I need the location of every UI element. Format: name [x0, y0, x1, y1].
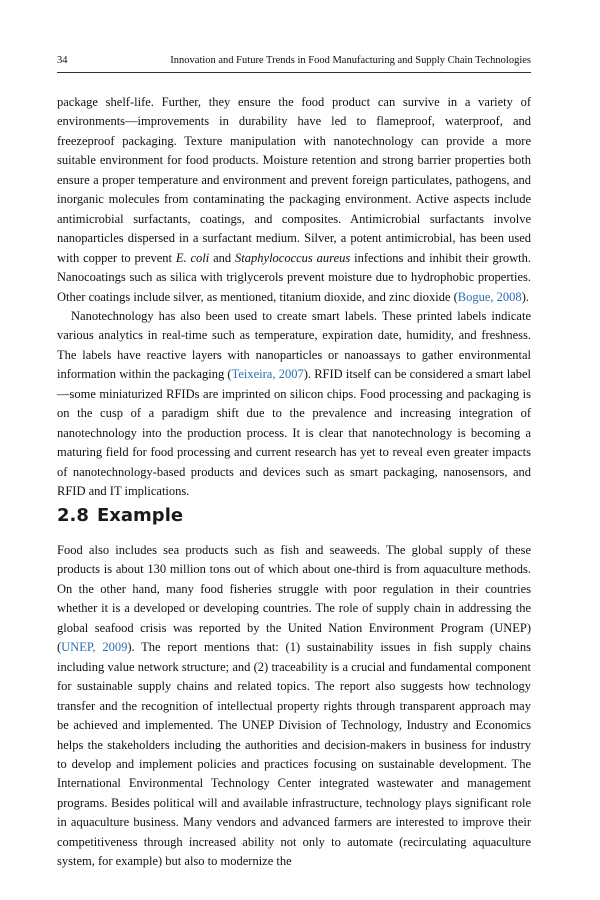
paragraph-smart-labels [57, 307, 531, 502]
section-number: 2.8 [57, 505, 89, 526]
paragraph-text: package shelf-life. Further, they ensure the food product can survive in a variety of environments—improvements in durability have led to flameproof, waterproof, and freezeproof packaging. Texture manipulation with nanotechnology can provide a more suitable environment for food products. Moisture retention and strong barrier properties both ensure a proper temperature and environment and prevent foreign particulates, pathogens, and inorganic molecules from contaminating the packaging environment. Active aspects include antimicrobial surfactants, coatings, and composites. Antimicrobial surfactants involve nanoparticles dispersed in a surfactant medium. Silver, a potent antimicrobial, has been used with copper to prevent [57, 95, 531, 265]
paragraph-text: Nanotechnology has also been used to create smart labels. These printed labels indicate various analytics in real-time such as temperature, expiration date, humidity, and freshness. The labels have reactive layers with nanoparticles or nanoassays to gather environmental information within the packaging ( [57, 308, 531, 382]
paragraph-text: infections and inhibit their growth. Nanocoatings such as silica with triglycerols prevent moisture due to hydrophobic properties. Other coatings include silver, as mentioned, titanium dioxide, and zinc dioxide ( [57, 250, 531, 304]
italic-term: E. coli [175, 250, 210, 265]
paragraph-packaging [57, 93, 531, 307]
section-heading [57, 505, 183, 526]
paragraph-text: and [209, 250, 236, 265]
body-block-bottom [57, 541, 531, 872]
citation-link[interactable]: Teixeira, 2007 [231, 367, 304, 382]
citation-link[interactable]: Bogue, 2008 [457, 289, 522, 304]
citation-link[interactable]: UNEP, 2009 [61, 640, 128, 655]
paragraph-text: Food also includes sea products such as fish and seaweeds. The global supply of these products is about 130 million tons out of which about one-third is from aquaculture methods. On the other hand, many food fisheries struggle with poor regulation in their countries whether it is a developed or developing countries. The role of supply chain in addressing the global seafood crisis was reported by the United Nation Environment Program (UNEP) ( [57, 543, 531, 655]
section-title: Example [97, 505, 184, 526]
paragraph-seafood [57, 541, 531, 872]
paragraph-text: ). [521, 289, 529, 304]
running-title: Innovation and Future Trends in Food Manufacturing and Supply Chain Technologies [170, 55, 531, 66]
header-rule [57, 72, 531, 73]
body-block-top [57, 93, 531, 502]
page-number: 34 [57, 55, 68, 66]
italic-term: Staphylococcus aureus [235, 250, 351, 265]
paragraph-text: ). The report mentions that: (1) sustainability issues in fish supply chains including value network structure; and (2) traceability is a crucial and fundamental component for sustainable supply chains and related topics. The report also suggests how technology transfer and the recognition of intellectual property rights through transparent approach may be achieved and implemented. The UNEP Division of Technology, Industry and Economics helps the stakeholders including the authorities and decision-makers in business for industry to develop and implement policies and practices focusing on sustainable development. The International Environmental Technology Center integrated wastewater and management programs. Besides political will and available infrastructure, technology plays significant role in aquaculture business. Many vendors and advanced farmers are interested to improve their competitiveness through increased ability not only to automate (recirculating aquaculture system, for example) but also to modernize the [57, 640, 531, 869]
paragraph-text: ). RFID itself can be considered a smart label—some miniaturized RFIDs are imprinted on silicon chips. Food processing and packaging is on the cusp of a paradigm shift due to the prevalence and increasing integration of nanotechnology into the production process. It is clear that nanotechnology is becoming a maturing field for food processing and current research has yet to reveal even greater impacts of nanotechnology-based products and devices such as smart packaging, nanosensors, and RFID and IT implications. [57, 367, 532, 499]
